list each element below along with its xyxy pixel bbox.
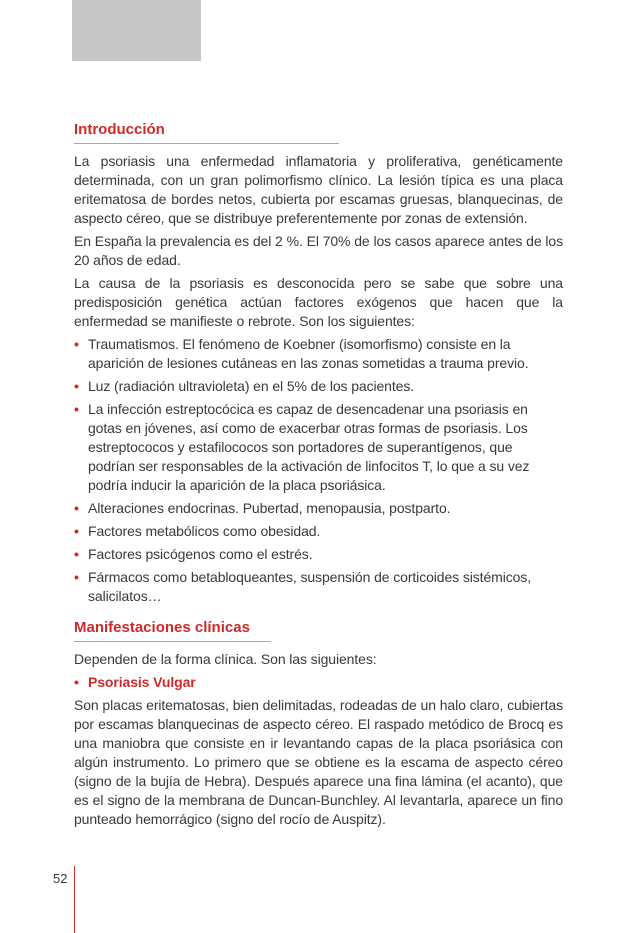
sub-heading-text: Psoriasis Vulgar [88,674,196,690]
bullet-icon: • [74,674,79,690]
paragraph-forms-intro: Dependen de la forma clínica. Son las siguientes: [74,651,377,667]
list-item [74,400,563,495]
sub-heading-psoriasis-vulgar [74,673,563,692]
section-title-introduccion: Introducción [74,120,339,144]
list-item-text: Luz (radiación ultravioleta) en el 5% de los pacientes. [88,378,415,394]
list-item [74,377,563,396]
list-item-text: Alteraciones endocrinas. Pubertad, menopausia, postparto. [88,500,451,516]
factors-list [74,335,563,606]
bullet-icon: • [74,500,79,516]
list-item-text: La infección estreptocócica es capaz de desencadenar una psoriasis en gotas en jóvenes, así como de exacerbar otras formas de psoriasis. Los estreptococos y estafilococos son portadores de superantígenos, que podrían ser responsables de la activación de linfocitos T, lo que a su vez podría inducir la aparición de la placa psoriásica. [88,401,530,493]
header-gray-block [72,0,201,61]
list-item [74,568,563,606]
margin-rule [74,866,75,933]
list-item [74,335,563,373]
page-content [74,120,563,833]
bullet-icon: • [74,546,79,562]
list-item [74,545,563,564]
section-title-manifestaciones: Manifestaciones clínicas [74,618,271,642]
paragraph-definition: La psoriasis una enfermedad inflamatoria y proliferativa, genéticamente determinada, con un gran polimorfismo clínico. La lesión típica es una placa eritematosa de bordes netos, cubierta por escamas gruesas, blanquecinas, de aspecto céreo, que se distribuye preferentemente por zonas de extensión. [74,153,563,226]
page-number: 52 [53,871,68,886]
list-item [74,522,563,541]
list-item-text: Factores psicógenos como el estrés. [88,546,313,562]
list-item-text: Traumatismos. El fenómeno de Koebner (isomorfismo) consiste en la aparición de lesiones cutáneas en las zonas sometidas a trauma previo. [88,336,529,371]
bullet-icon: • [74,569,79,585]
bullet-icon: • [74,378,79,394]
list-item-text: Fármacos como betabloqueantes, suspensión de corticoides sistémicos, salicilatos… [88,569,531,604]
bullet-icon: • [74,336,79,352]
forms-list [74,673,563,692]
list-item [74,499,563,518]
bullet-icon: • [74,523,79,539]
list-item-text: Factores metabólicos como obesidad. [88,523,321,539]
paragraph-prevalence: En España la prevalencia es del 2 %. El 70% de los casos aparece antes de los 20 años de edad. [74,233,563,268]
paragraph-psoriasis-vulgar: Son placas eritematosas, bien delimitadas, rodeadas de un halo claro, cubiertas por escamas blanquecinas de aspecto céreo. El raspado metódico de Brocq es una maniobra que consiste en ir levantando capas de la placa psoriásica con algún instrumento. Lo primero que se obtiene es la escama de aspecto céreo (signo de la bujía de Hebra). Después aparece una fina lámina (el acanto), que es el signo de la membrana de Duncan-Bunchley. Al levantarla, aparece un fino punteado hemorrágico (signo del rocío de Auspitz). [74,697,563,827]
paragraph-cause: La causa de la psoriasis es desconocida pero se sabe que sobre una predisposición genética actúan factores exógenos que hacen que la enfermedad se manifieste o rebrote. Son los siguientes: [74,275,563,329]
bullet-icon: • [74,401,79,417]
